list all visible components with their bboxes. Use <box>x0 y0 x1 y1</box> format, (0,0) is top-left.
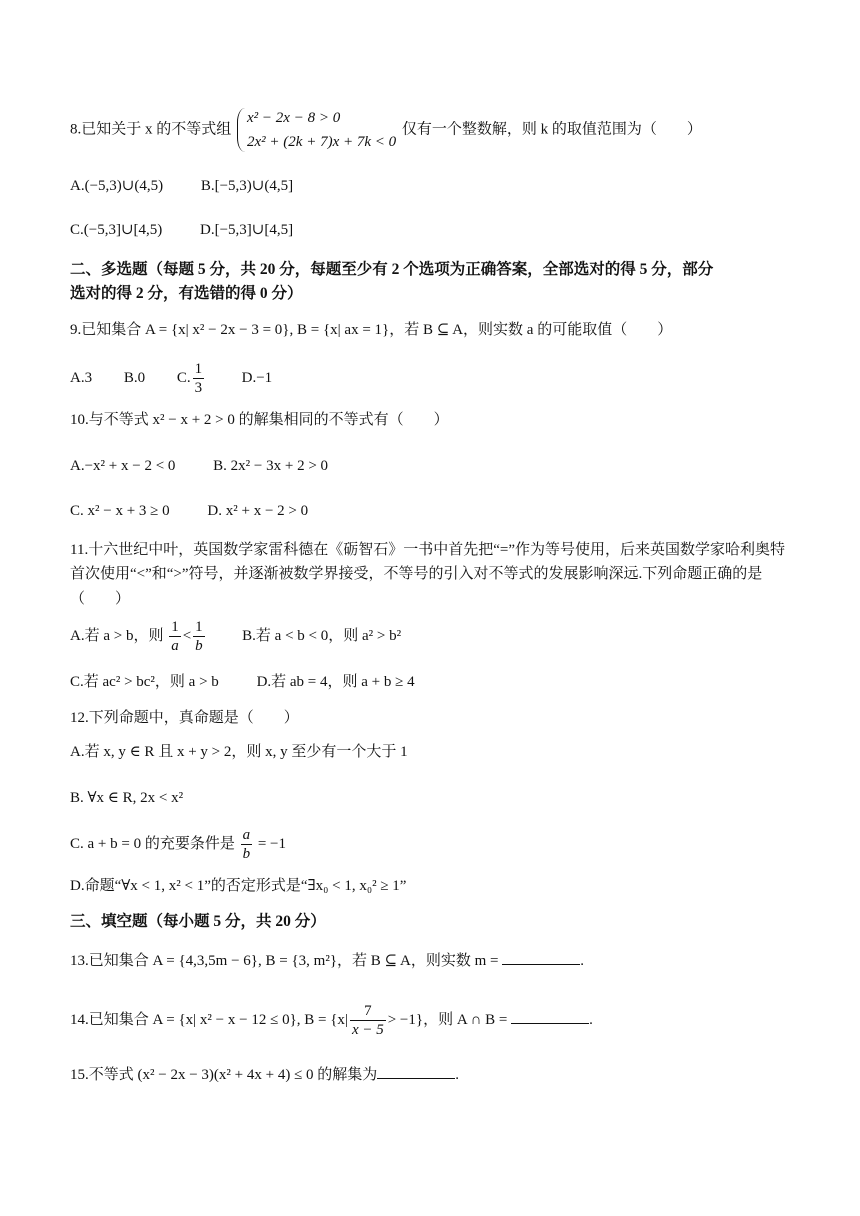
q10-option-c: C. x² − x + 3 ≥ 0 <box>70 503 170 519</box>
q9-fraction-denominator: 3 <box>194 380 203 396</box>
q12-option-c-fraction <box>241 826 253 863</box>
q14-suffix: > −1}，则 A ∩ B = <box>387 1011 508 1028</box>
q11-fraction-2-denominator: b <box>195 638 203 654</box>
q9-options <box>70 360 272 397</box>
question-12: 12.下列命题中，真命题是（ ） <box>70 710 299 726</box>
question-14 <box>70 1002 593 1039</box>
q11-option-a-fraction-1 <box>169 618 181 655</box>
q10-option-a: A.−x² + x − 2 < 0 <box>70 458 176 474</box>
q8-prefix: 8.已知关于 x 的不等式组 <box>70 121 232 138</box>
q14-answer-blank[interactable] <box>511 1009 589 1024</box>
q11-option-d: D.若 ab = 4，则 a + b ≥ 4 <box>256 674 415 690</box>
q12-fraction-denominator: b <box>242 846 251 862</box>
q8-option-a: A.(−5,3)∪(4,5) <box>70 178 164 194</box>
q8-system-line-2: 2x² + (2k + 7)x + 7k < 0 <box>247 134 397 150</box>
question-11-line-1: 11.十六世纪中叶，英国数学家雷科德在《砺智石》一书中首先把“=”作为等号使用，后来英国数学家哈利奥特 <box>70 542 785 558</box>
q11-fraction-1-numerator: 1 <box>171 619 179 635</box>
q12-option-c-suffix: = −1 <box>257 835 287 852</box>
section-2-heading <box>70 258 800 306</box>
q8-system-line-1: x² − 2x − 8 > 0 <box>247 110 341 126</box>
q8-option-c: C.(−5,3]∪[4,5) <box>70 222 163 238</box>
question-15 <box>70 1064 459 1085</box>
q13-period: . <box>580 953 584 969</box>
q12-fraction-numerator: a <box>242 827 251 843</box>
q8-options-row-1 <box>70 176 293 196</box>
section-2-heading-line-1: 二、多选题（每题 5 分，共 20 分，每题至少有 2 个选项为正确答案，全部选对的得 5 分，部分 <box>70 261 714 278</box>
q12-option-c-text: C. a + b = 0 的充要条件是 <box>70 835 235 852</box>
question-13 <box>70 950 584 971</box>
q10-option-d: D. x² + x − 2 > 0 <box>207 503 309 519</box>
q8-option-b: B.[−5,3)∪(4,5] <box>200 178 294 194</box>
q12-option-a: A.若 x, y ∈ R 且 x + y > 2，则 x, y 至少有一个大于 1 <box>70 744 408 760</box>
q9-option-c <box>176 361 210 396</box>
q9-option-d: D.−1 <box>241 369 273 386</box>
q11-option-a-fraction-2 <box>193 618 205 655</box>
question-8 <box>70 106 702 154</box>
q11-less-than: < <box>182 627 192 644</box>
q11-options-row-1 <box>70 618 401 655</box>
q11-options-row-2 <box>70 672 415 692</box>
q11-fraction-2-numerator: 1 <box>195 619 203 635</box>
q9-option-b: B.0 <box>123 369 146 386</box>
q13-answer-blank[interactable] <box>502 950 580 965</box>
q8-inequality-system <box>237 106 396 154</box>
q9-option-c-fraction <box>193 360 205 397</box>
question-11-line-3: （ ） <box>70 591 131 607</box>
section-2-heading-line-2: 选对的得 2 分，有选错的得 0 分） <box>70 285 303 302</box>
q10-option-b: B. 2x² − 3x + 2 > 0 <box>213 458 329 474</box>
q11-option-b: B.若 a < b < 0，则 a² > b² <box>242 627 402 644</box>
q14-fraction-numerator: 7 <box>350 1002 386 1021</box>
question-9: 9.已知集合 A = {x| x² − 2x − 3 = 0}, B = {x| ax = 1}，若 B ⊆ A，则实数 a 的可能取值（ ） <box>70 322 673 338</box>
q11-option-c: C.若 ac² > bc²，则 a > b <box>70 674 219 690</box>
q15-stem: 15.不等式 (x² − 2x − 3)(x² + 4x + 4) ≤ 0 的解集为 <box>70 1067 378 1083</box>
q12-option-c <box>70 826 286 863</box>
q15-period: . <box>455 1067 460 1083</box>
q8-option-d: D.[−5,3]∪[4,5] <box>200 222 294 238</box>
q14-fraction-denominator: x − 5 <box>351 1022 384 1038</box>
q11-option-a <box>70 619 210 654</box>
q8-suffix: 仅有一个整数解，则 k 的取值范围为（ ） <box>401 121 702 138</box>
q12-option-b: B. ∀x ∈ R, 2x < x² <box>70 790 184 806</box>
q10-options-row-2 <box>70 501 308 521</box>
q13-stem: 13.已知集合 A = {4,3,5m − 6}, B = {3, m²}，若 B ⊆ A，则实数 m = <box>70 953 499 969</box>
q8-options-row-2 <box>70 220 293 240</box>
q14-period: . <box>589 1011 593 1028</box>
q11-fraction-1-denominator: a <box>171 638 179 654</box>
q10-options-row-1 <box>70 456 328 476</box>
q12-option-d: D.命题“∀x < 1, x² < 1”的否定形式是“∃x₀ < 1, x₀² ≥ 1” <box>70 878 407 894</box>
q14-prefix: 14.已知集合 A = {x| x² − x − 12 ≤ 0}, B = {x| <box>70 1011 348 1028</box>
q11-option-a-text: A.若 a > b，则 <box>70 627 164 644</box>
q14-fraction <box>350 1002 386 1039</box>
question-11-line-2: 首次使用“<”和“>”符号，并逐渐被数学界接受，不等号的引入对不等式的发展影响深远.下列命题正确的是 <box>70 566 763 582</box>
q9-option-c-label: C. <box>176 369 191 386</box>
q9-option-a: A.3 <box>70 369 93 386</box>
question-10: 10.与不等式 x² − x + 2 > 0 的解集相同的不等式有（ ） <box>70 412 449 428</box>
q9-fraction-numerator: 1 <box>194 361 203 377</box>
section-3-heading: 三、填空题（每小题 5 分，共 20 分） <box>70 913 326 930</box>
q15-answer-blank[interactable] <box>377 1064 455 1079</box>
